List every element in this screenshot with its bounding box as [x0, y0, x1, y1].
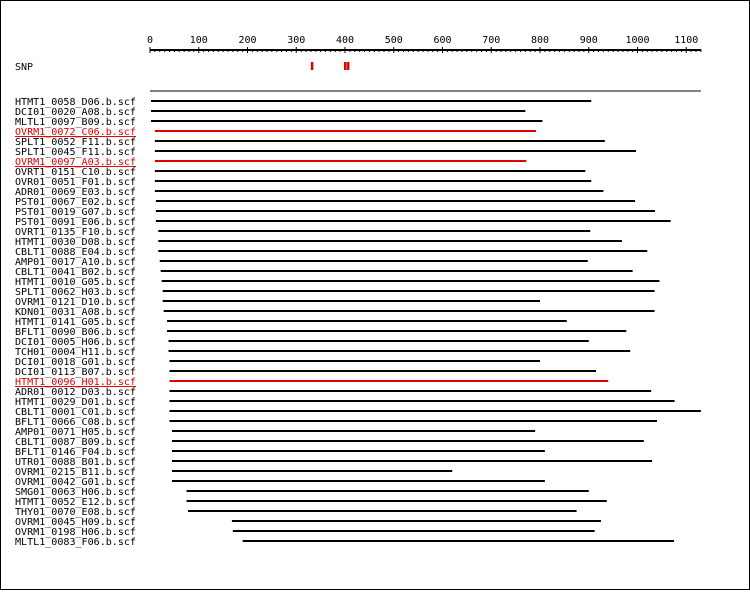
x-tick-label: 300: [287, 35, 306, 46]
read-label: MLTL1_0083_F06.b.scf: [15, 537, 136, 548]
read-label: KDN01_0031_A08.b.scf: [15, 307, 136, 318]
read-label: CBLT1_0041_B02.b.scf: [15, 267, 136, 278]
read-label: PST01_0067_E02.b.scf: [15, 197, 136, 208]
read-label: DCI01_0020_A08.b.scf: [15, 107, 136, 118]
x-tick-label: 200: [238, 35, 257, 46]
read-label: CBLT1_0088_E04.b.scf: [15, 247, 136, 258]
x-tick-label: 100: [189, 35, 208, 46]
read-label: BFLT1_0146_F04.b.scf: [15, 447, 136, 458]
read-label: SMG01_0063_H06.b.scf: [15, 487, 136, 498]
read-label: OVRM1_0097_A03.b.scf: [15, 157, 136, 168]
snp-track: [15, 62, 701, 91]
read-label: AMP01_0017_A10.b.scf: [15, 257, 136, 268]
read-label: OVRM1_0042_G01.b.scf: [15, 477, 136, 488]
read-label: OVRM1_0198_H06.b.scf: [15, 527, 136, 538]
x-tick-label: 800: [530, 35, 550, 46]
x-axis: [147, 35, 701, 53]
x-tick-label: 1000: [625, 35, 650, 46]
read-label: TCH01_0004_H11.b.scf: [15, 347, 136, 358]
read-label: ADR01_0069_E03.b.scf: [15, 187, 136, 198]
read-label: SPLT1_0052_F11.b.scf: [15, 137, 136, 148]
snp-marker: [311, 62, 314, 70]
read-label: HTMT1_0030_D08.b.scf: [15, 237, 136, 248]
read-label: HTMT1_0029_D01.b.scf: [15, 397, 136, 408]
read-label: OVR01_0051_F01.b.scf: [15, 177, 136, 188]
read-label: DCI01_0005_H06.b.scf: [15, 337, 136, 348]
x-tick-label: 500: [384, 35, 403, 46]
read-label: DCI01_0113_B07.b.scf: [15, 367, 136, 378]
read-label: PST01_0091_E06.b.scf: [15, 217, 136, 228]
read-label: OVRT1_0135_F10.b.scf: [15, 227, 136, 238]
read-label: CBLT1_0087_B09.b.scf: [15, 437, 136, 448]
read-label: BFLT1_0090_B06.b.scf: [15, 327, 136, 338]
x-tick-label: 0: [146, 35, 154, 46]
read-alignment-chart: [1, 1, 749, 589]
read-label: OVRM1_0072_C06.b.scf: [15, 127, 136, 138]
snp-marker: [344, 62, 347, 70]
read-label: SPLT1_0062_H03.b.scf: [15, 287, 136, 298]
read-label: OVRM1_0121_D10.b.scf: [15, 297, 136, 308]
read-label: OVRM1_0045_H09.b.scf: [15, 517, 136, 528]
read-label: OVRT1_0151_C10.b.scf: [15, 167, 136, 178]
reads-group: [15, 97, 701, 548]
x-tick-label: 400: [335, 35, 355, 46]
x-tick-label: 600: [433, 35, 452, 46]
read-label: THY01_0070_E08.b.scf: [15, 507, 136, 518]
read-label: SPLT1_0045_F11.b.scf: [15, 147, 136, 158]
read-label: AMP01_0071_H05.b.scf: [15, 427, 136, 438]
read-label: OVRM1_0215_B11.b.scf: [15, 467, 136, 478]
read-label: MLTL1_0097_B09.b.scf: [15, 117, 136, 128]
snp-marker: [347, 62, 350, 70]
read-label: BFLT1_0066_C08.b.scf: [15, 417, 136, 428]
read-label: HTMT1_0096_H01.b.scf: [15, 377, 136, 388]
read-label: HTMT1_0052_E12.b.scf: [15, 497, 136, 508]
read-label: HTMT1_0141_G05.b.scf: [15, 317, 136, 328]
read-label: PST01_0019_G07.b.scf: [15, 207, 136, 218]
read-label: ADR01_0012_D03.b.scf: [15, 387, 136, 398]
x-tick-label: 900: [579, 35, 598, 46]
read-label: HTMT1_0058_D06.b.scf: [15, 97, 136, 108]
snp-label: SNP: [15, 62, 34, 73]
read-label: CBLT1_0001_C01.b.scf: [15, 407, 136, 418]
x-tick-label: 1100: [674, 35, 699, 46]
read-label: UTR01_0088_B01.b.scf: [15, 457, 136, 468]
read-label: HTMT1_0010_G05.b.scf: [15, 277, 136, 288]
read-label: DCI01_0018_G01.b.scf: [15, 357, 136, 368]
x-tick-label: 700: [482, 35, 501, 46]
